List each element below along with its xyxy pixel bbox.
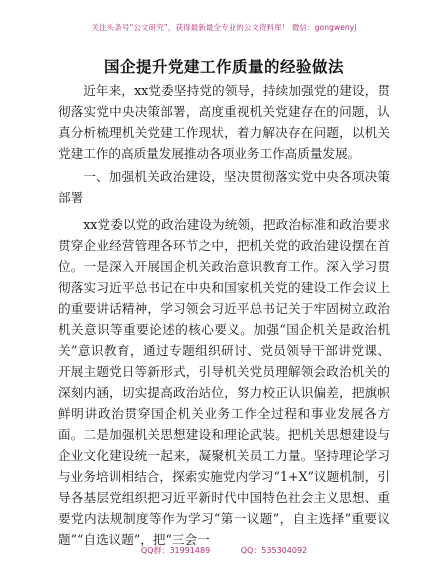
paragraph-text: xx党委以党的政治建设为统领，把政治标准和政治要求贯穿企业经营管理各环节之中，把机关党的政治建设摆在首位。一是深入开展国企机关政治意识教育工作。深入学习贯彻落实习近平总书记在中央和国家机关党的建设工作会议上的重要讲话精神，学习领会习近平总书记关于牢固树立政治机关意识等重要论述的核心要义。加强“国企机关是政治机关”意识教育，通过专题组织研讨、党员领导干部讲党课、开展主题党日等新形式，引导机关党员理解领会政治机关的深刻内涵，切实提高政治站位，努力校正认识偏差，把旗帜鲜明讲政治贯穿国企机关业务工作全过程和事业发展各方面。二是加强机关思想建设和理论武装。把机关思想建设与企业文化建设统一起来，凝聚机关员工力量。坚持理论学习与业务培训相结合，探索实施党内学习“1+X”议题机制，引导各基层党组织把习近平新时代中国特色社会主义思想、重要党内法规制度等作为学习“第一议题”，自主选择“重要议题”“自选议题”，把“三会一	[58, 217, 390, 547]
header-note: 关注头条号“公文研究”，获得最新最全专业的公文资料库！ 微信：gongwenyj	[91, 23, 357, 32]
section-heading-text: 一、加强机关政治建设，坚决贯彻落实党中央各项决策部署	[58, 169, 390, 205]
paragraph-intro	[58, 80, 390, 164]
paragraph-body	[58, 214, 390, 550]
section-heading	[58, 166, 390, 208]
paragraph-text: 近年来，xx党委坚持党的领导，持续加强党的建设，贯彻落实党中央决策部署，高度重视机关党建存在的问题，认真分析梳理机关党建工作现状，着力解决存在问题，以机关党建工作的高质量发展推动各项业务工作高质量发展。	[58, 83, 390, 161]
footer-qq: QQ：535304092	[240, 546, 308, 555]
page-title: 国企提升党建工作质量的经验做法	[103, 57, 344, 76]
footer-contact	[0, 545, 448, 556]
footer-qq-group: QQ群：31991489	[140, 546, 211, 555]
